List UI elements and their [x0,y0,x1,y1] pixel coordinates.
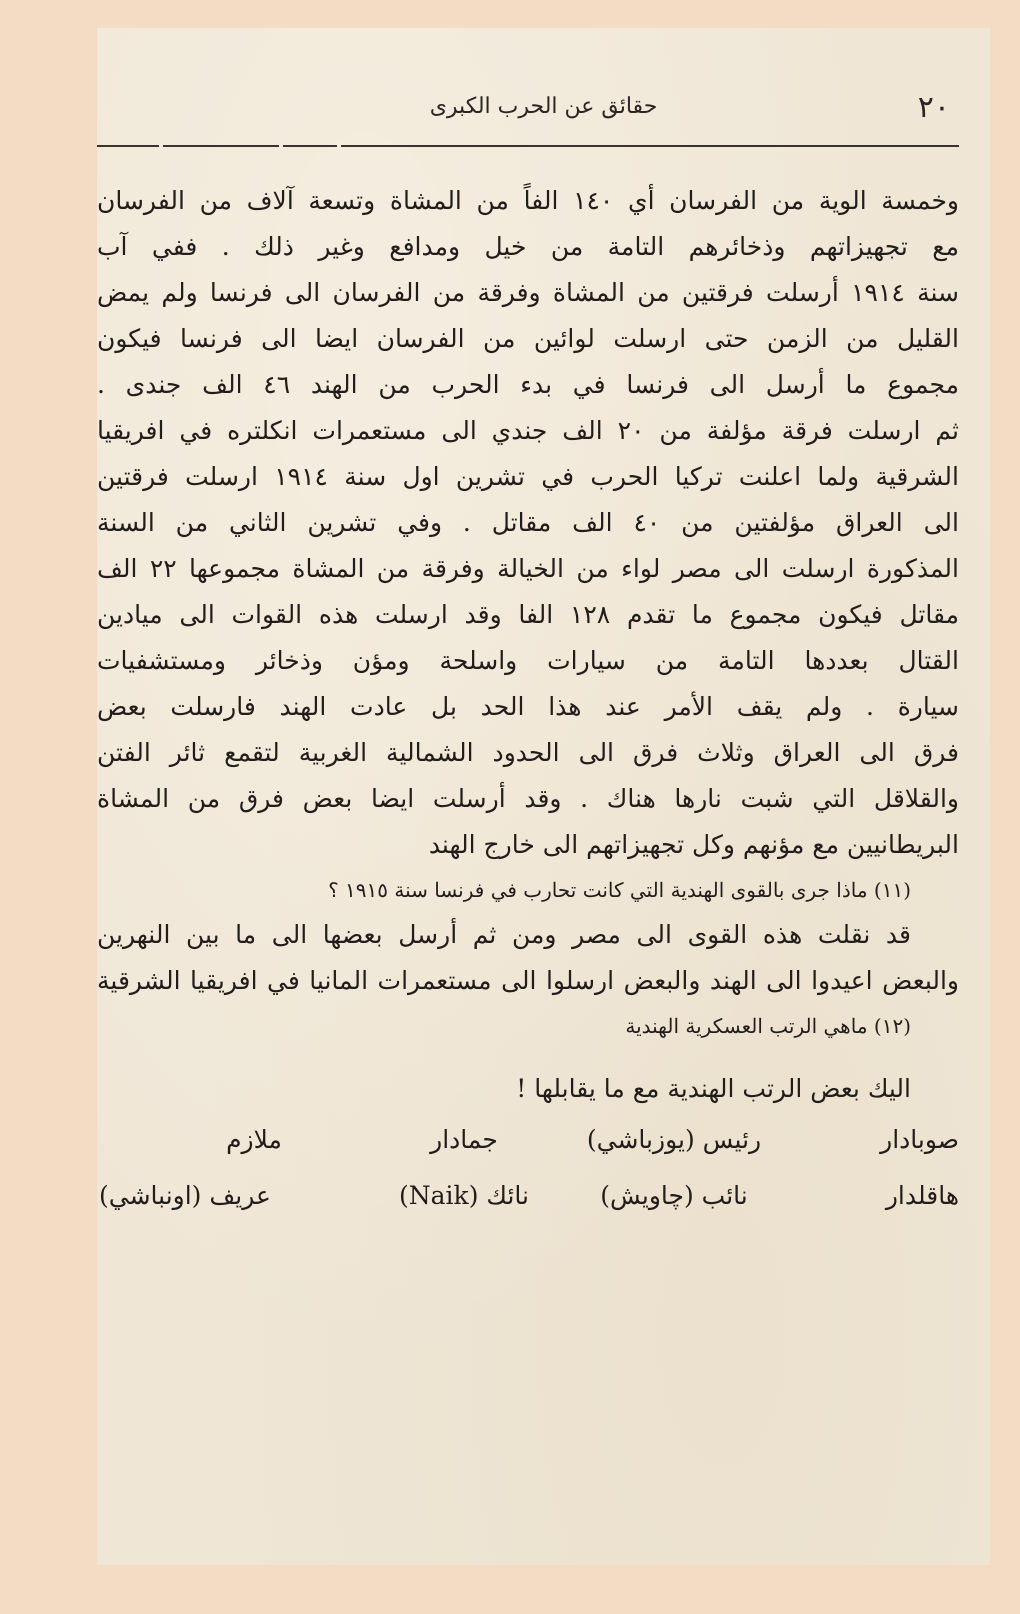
body-text [97,178,959,1224]
rank-cell: رئيس (يوزباشي) [586,1125,762,1154]
ranks-table [97,1112,959,1224]
text-line: ثم ارسلت فرقة مؤلفة من ٢٠ الف جندي الى مستعمرات انكلتره في افريقيا [97,416,959,445]
book-page [97,28,990,1565]
text-line: سنة ١٩١٤ أرسلت فرقتين من المشاة وفرقة من الفرسان الى فرنسا ولم يمض [97,278,960,307]
rank-cell: ملازم [226,1125,282,1154]
text-line: القليل من الزمن حتى ارسلت لوائين من الفرسان ايضا الى فرنسا فيكون [97,324,959,353]
page-number: ٢٠ [917,90,950,125]
running-title: حقائق عن الحرب الكبرى [429,94,658,119]
text-line: البريطانيين مع مؤنهم وكل تجهيزاتهم الى خارج الهند [428,830,959,859]
text-line: المذكورة ارسلت الى مصر لواء من الخيالة وفرقة من المشاة مجموعها ٢٢ الف [97,554,959,583]
ranks-row [97,1168,959,1224]
question-12: (١٢) ماهي الرتب العسكرية الهندية [625,1014,911,1038]
rank-cell: عريف (اونباشي) [99,1181,271,1210]
text-line: مقاتل فيكون مجموع ما تقدم ١٢٨ الفا وقد ارسلت هذه القوات الى ميادين [97,600,959,629]
answer-11 [97,912,959,1004]
text-line: مجموع ما أرسل الى فرنسا في بدء الحرب من الهند ٤٦ الف جندى . [97,370,959,399]
text-line: سيارة . ولم يقف الأمر عند هذا الحد بل عادت الهند فارسلت بعض [97,692,959,721]
rank-cell: نائب (چاويش) [600,1181,748,1210]
text-line: فرق الى العراق وثلاث فرق الى الحدود الشمالية الغربية لتقمع ثائر الفتن [97,738,959,767]
rank-cell: نائك (Naik) [398,1181,529,1210]
text-line: القتال بعددها التامة من سيارات واسلحة ومؤن وذخائر ومستشفيات [97,646,959,675]
answer-12-intro: اليك بعض الرتب الهندية مع ما يقابلها ! [516,1074,911,1103]
text-line: الى العراق مؤلفتين من ٤٠ الف مقاتل . وفي تشرين الثاني من السنة [97,508,959,537]
text-line: والقلاقل التي شبت نارها هناك . وقد أرسلت ايضا بعض فرق من المشاة [97,784,959,813]
text-line: الشرقية ولما اعلنت تركيا الحرب في تشرين اول سنة ١٩١٤ ارسلت فرقتين [97,462,959,491]
text-line: قد نقلت هذه القوى الى مصر ومن ثم أرسل بعضها الى ما بين النهرين [97,920,911,949]
spacer [97,1048,959,1066]
page-header [97,90,990,140]
question-11: (١١) ماذا جرى بالقوى الهندية التي كانت تحارب في فرنسا سنة ١٩١٥ ؟ [328,878,911,902]
text-line: وخمسة الوية من الفرسان أي ١٤٠ الفاً من المشاة وتسعة آلاف من الفرسان [97,186,959,215]
ranks-row [97,1112,959,1168]
rank-cell: صوبادار [880,1125,959,1154]
text-line: مع تجهيزاتهم وذخائرهم التامة من خيل ومدافع وغير ذلك . ففي آب [97,232,959,261]
header-rule [97,145,959,147]
rank-cell: جمادار [430,1125,498,1154]
rank-cell: هاقلدار [885,1181,959,1210]
text-line: والبعض اعيدوا الى الهند والبعض ارسلوا الى مستعمرات المانيا في افريقيا الشرقية [97,966,959,995]
paragraph-1 [97,178,959,868]
